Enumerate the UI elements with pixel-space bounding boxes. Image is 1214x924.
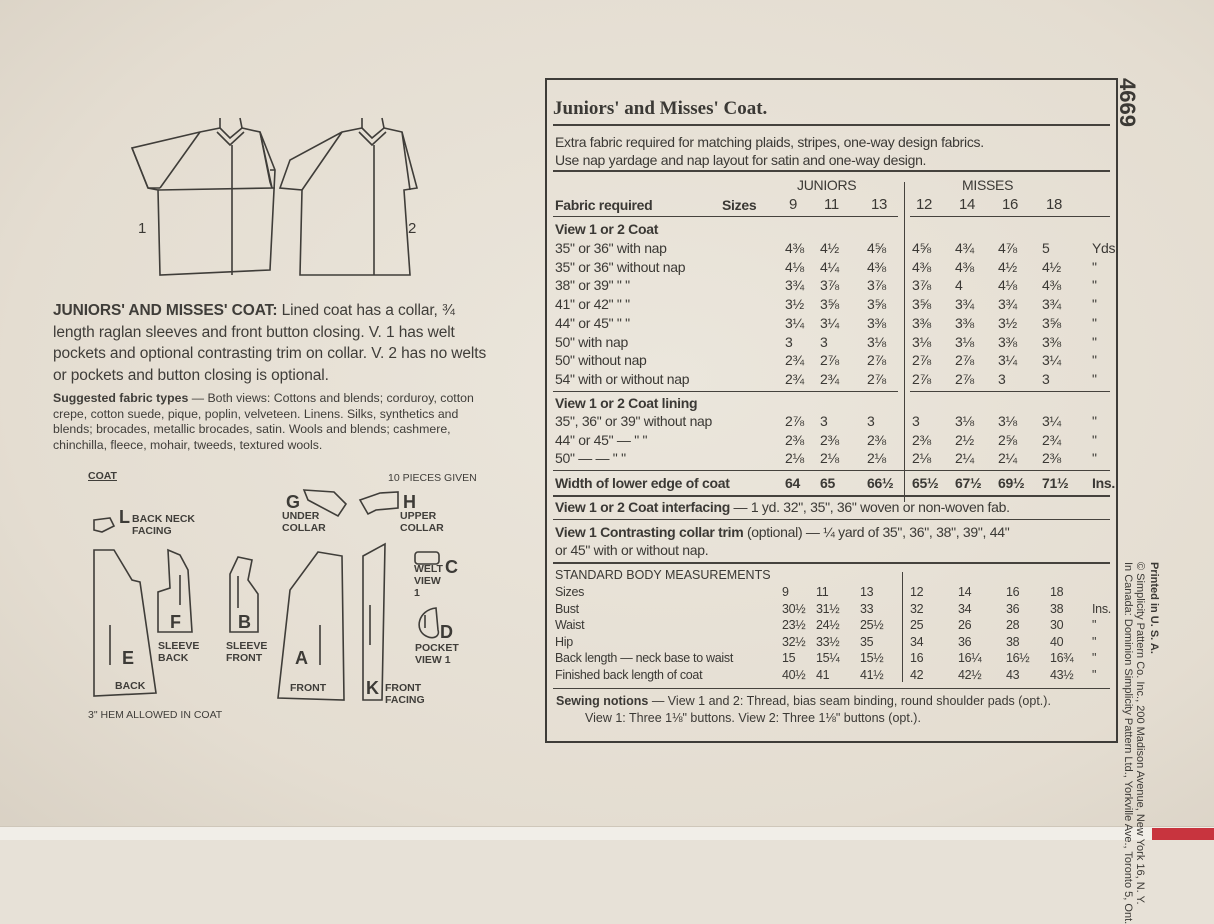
divider: [553, 216, 898, 217]
value-cell: 3⅞: [867, 277, 886, 294]
value-cell: 65½: [912, 475, 939, 491]
piece-name-d: POCKET VIEW 1: [415, 642, 459, 666]
value-cell: 3⅜: [998, 333, 1017, 350]
divider: [553, 470, 1110, 471]
row-label: Hip: [555, 634, 573, 649]
value-cell: 4⅞: [998, 240, 1017, 256]
juniors-misses-divider: [904, 182, 905, 502]
row-label: 44" or 45" " ": [555, 314, 630, 331]
value-cell: 32½: [782, 634, 806, 649]
value-cell: 4⅜: [955, 258, 974, 275]
value-cell: 4½: [820, 240, 839, 256]
value-cell: 25½: [860, 618, 884, 633]
notions-heading: Sewing notions: [556, 694, 649, 708]
piece-name-a: FRONT: [290, 682, 327, 694]
row-label: Sizes: [555, 585, 585, 599]
interfacing-line: [555, 499, 1010, 515]
piece-name-l: BACK NECK FACING: [132, 513, 195, 537]
value-cell: 40: [1050, 634, 1064, 649]
value-cell: 3¾: [785, 277, 804, 294]
view-1-label: 1: [138, 220, 147, 237]
value-cell: 14: [958, 585, 972, 599]
value-cell: 3¾: [955, 296, 974, 313]
hem-note: 3" HEM ALLOWED IN COAT: [88, 709, 223, 721]
piece-letter-l: L: [119, 507, 130, 527]
pattern-description: [53, 300, 493, 386]
value-cell: 9: [782, 585, 789, 599]
chart-note-2: Use nap yardage and nap layout for satin and one-way design.: [555, 152, 927, 168]
value-cell: 4½: [998, 258, 1017, 275]
row-label: 35" or 36" with nap: [555, 240, 667, 256]
value-cell: 3⅛: [998, 413, 1017, 429]
value-cell: 16¾: [1050, 651, 1074, 666]
piece-k-shape: [363, 544, 385, 700]
row-label: 35" or 36" without nap: [555, 258, 686, 275]
value-cell: 3⅛: [955, 333, 974, 350]
divider: [553, 124, 1110, 126]
unit-cell: ": [1092, 668, 1097, 682]
unit-cell: Ins.: [1092, 601, 1111, 616]
value-cell: 33½: [816, 634, 840, 649]
value-cell: 67½: [955, 475, 982, 491]
value-cell: 26: [958, 618, 972, 633]
value-cell: 35: [860, 634, 874, 649]
unit-cell: ": [1092, 431, 1097, 448]
value-cell: 31½: [816, 601, 840, 616]
value-cell: 2⅜: [912, 431, 931, 448]
row-label: Width of lower edge of coat: [555, 475, 730, 491]
notions-text-2: View 1: Three 1⅛" buttons. View 2: Three 1⅛" buttons (opt.).: [585, 711, 921, 725]
value-cell: 3¾: [998, 296, 1017, 313]
value-cell: 18: [1050, 585, 1064, 599]
value-cell: 3: [912, 413, 920, 429]
value-cell: 15½: [860, 651, 884, 666]
value-cell: 16½: [1006, 651, 1030, 666]
value-cell: 3⅝: [820, 296, 839, 313]
unit-cell: ": [1092, 352, 1097, 369]
value-cell: 3⅜: [1042, 333, 1061, 350]
piece-letter-g: G: [286, 492, 301, 512]
value-cell: 3⅛: [955, 413, 974, 429]
row-label: 50" without nap: [555, 352, 647, 369]
red-tag: [1152, 828, 1214, 840]
value-cell: 4⅜: [785, 240, 804, 256]
imprint-canada: In Canada: Dominion Simplicity Pattern Ltd., Yorkville Ave., Toronto 5, Ont.: [1122, 562, 1134, 924]
unit-cell: ": [1092, 370, 1097, 387]
piece-name-b: SLEEVE FRONT: [226, 640, 268, 664]
value-cell: 41½: [860, 668, 884, 682]
value-cell: 2⅞: [785, 413, 804, 429]
value-cell: 4⅝: [867, 240, 886, 256]
value-cell: 15¼: [816, 651, 840, 666]
pattern-number: 4669: [1115, 78, 1140, 127]
value-cell: 38: [1050, 601, 1064, 616]
coat-view-1-illustration: [132, 118, 275, 275]
value-cell: 16¼: [958, 651, 982, 666]
value-cell: 4: [955, 277, 963, 294]
value-cell: 2⅞: [912, 370, 931, 387]
value-cell: 66½: [867, 475, 894, 491]
row-label: 41" or 42" " ": [555, 296, 630, 313]
value-cell: 38: [1006, 634, 1020, 649]
fabric-required-label: Fabric required: [555, 197, 653, 213]
notions-text: — View 1 and 2: Thread, bias seam binding, round shoulder pads (opt.).: [648, 694, 1051, 708]
chart-top-border: [545, 78, 1118, 80]
row-label: Finished back length of coat: [555, 668, 703, 682]
value-cell: 2⅞: [955, 370, 974, 387]
body-divider: [902, 572, 903, 682]
divider: [910, 391, 1110, 392]
view-sketches: [120, 70, 440, 285]
value-cell: 71½: [1042, 475, 1069, 491]
value-cell: 2½: [955, 431, 974, 448]
value-cell: 3¼: [820, 314, 839, 331]
body-measurements-heading: STANDARD BODY MEASUREMENTS: [555, 568, 771, 582]
value-cell: 24½: [816, 618, 840, 633]
value-cell: 4⅜: [867, 258, 886, 275]
collar-trim-text: (optional) — ¼ yard of 35", 36", 38", 39", 44": [743, 524, 1010, 540]
value-cell: 34: [910, 634, 924, 649]
divider: [553, 519, 1110, 520]
value-cell: 43: [1006, 668, 1020, 682]
divider: [910, 216, 1110, 217]
value-cell: 25: [910, 618, 924, 633]
divider: [553, 391, 898, 392]
value-cell: 2¼: [998, 450, 1017, 466]
value-cell: 28: [1006, 618, 1020, 633]
pieces-count: 10 PIECES GIVEN: [388, 472, 477, 484]
value-cell: 3½: [785, 296, 804, 313]
imprint-printed: Printed in U. S. A.: [1148, 562, 1160, 654]
piece-letter-d: D: [440, 622, 453, 642]
piece-e-shape: [94, 550, 156, 696]
value-cell: 2⅝: [998, 431, 1017, 448]
coat-view-2-illustration: [280, 118, 417, 275]
piece-letter-a: A: [295, 648, 308, 668]
value-cell: 2¾: [820, 370, 839, 387]
row-label: Bust: [555, 601, 579, 616]
chart-note-1: Extra fabric required for matching plaids, stripes, one-way design fabrics.: [555, 134, 984, 150]
collar-trim-line: [555, 524, 1009, 540]
piece-name-h: UPPER COLLAR: [400, 510, 444, 534]
value-cell: 3⅝: [912, 296, 931, 313]
misses-heading: MISSES: [962, 177, 1014, 193]
value-cell: 18: [1046, 196, 1063, 213]
value-cell: 3⅞: [820, 277, 839, 294]
piece-letter-k: K: [366, 678, 379, 698]
row-label: 54" with or without nap: [555, 370, 690, 387]
piece-a-shape: [278, 552, 344, 700]
unit-cell: Ins.: [1092, 475, 1115, 491]
value-cell: 16: [1002, 196, 1019, 213]
value-cell: 2⅞: [867, 352, 886, 369]
fabric-types: [53, 391, 493, 453]
value-cell: 5: [1042, 240, 1050, 256]
value-cell: 3¼: [998, 352, 1017, 369]
value-cell: 3⅝: [1042, 314, 1061, 331]
row-label: 44" or 45" — " ": [555, 431, 648, 448]
value-cell: 33: [860, 601, 874, 616]
piece-name-e: BACK: [115, 680, 146, 692]
pieces-title: COAT: [88, 470, 117, 482]
value-cell: 42½: [958, 668, 982, 682]
unit-cell: Yds.: [1092, 240, 1119, 256]
value-cell: 69½: [998, 475, 1025, 491]
value-cell: 15: [782, 651, 796, 666]
unit-cell: ": [1092, 634, 1097, 649]
value-cell: 13: [860, 585, 874, 599]
piece-letter-f: F: [170, 612, 181, 632]
lining-heading: View 1 or 2 Coat lining: [555, 395, 698, 411]
value-cell: 2⅛: [912, 450, 931, 466]
coat-heading: View 1 or 2 Coat: [555, 221, 659, 237]
value-cell: 4⅛: [998, 277, 1017, 294]
value-cell: 9: [789, 196, 798, 213]
divider: [553, 495, 1110, 497]
interfacing-text: — 1 yd. 32", 35", 36" woven or non-woven fab.: [729, 499, 1010, 515]
value-cell: 3¾: [1042, 296, 1061, 313]
value-cell: 3⅛: [912, 333, 931, 350]
unit-cell: ": [1092, 277, 1097, 294]
unit-cell: ": [1092, 258, 1097, 275]
value-cell: 3⅜: [912, 314, 931, 331]
notions-line: [556, 694, 1051, 708]
value-cell: 2⅜: [1042, 450, 1061, 466]
value-cell: 30: [1050, 618, 1064, 633]
juniors-heading: JUNIORS: [797, 177, 857, 193]
view-2-label: 2: [408, 220, 417, 237]
value-cell: 3: [998, 370, 1006, 387]
row-label: 38" or 39" " ": [555, 277, 630, 294]
value-cell: 2⅞: [867, 370, 886, 387]
value-cell: 4⅜: [1042, 277, 1061, 294]
value-cell: 3¼: [785, 314, 804, 331]
piece-letter-e: E: [122, 648, 135, 668]
fabric-types-heading: Suggested fabric types: [53, 391, 189, 405]
value-cell: 36: [958, 634, 972, 649]
value-cell: 3½: [998, 314, 1017, 331]
value-cell: 64: [785, 475, 800, 491]
unit-cell: ": [1092, 450, 1097, 466]
value-cell: 2¾: [1042, 431, 1061, 448]
value-cell: 2⅜: [820, 431, 839, 448]
piece-name-k: FRONT FACING: [385, 682, 425, 706]
value-cell: 4¾: [955, 240, 974, 256]
description-heading: JUNIORS' AND MISSES' COAT:: [53, 302, 278, 319]
collar-trim-text-2: or 45" with or without nap.: [555, 542, 709, 558]
interfacing-heading: View 1 or 2 Coat interfacing: [555, 499, 730, 515]
value-cell: 12: [916, 196, 933, 213]
value-cell: 2⅞: [912, 352, 931, 369]
unit-cell: ": [1092, 651, 1097, 666]
value-cell: 14: [959, 196, 976, 213]
divider: [553, 562, 1110, 564]
value-cell: 36: [1006, 601, 1020, 616]
row-label: 35", 36" or 39" without nap: [555, 413, 713, 429]
value-cell: 3: [867, 413, 875, 429]
piece-l-shape: [94, 518, 114, 532]
row-label: 50" — — " ": [555, 450, 626, 466]
value-cell: 2⅛: [785, 450, 804, 466]
value-cell: 34: [958, 601, 972, 616]
value-cell: 3: [785, 333, 793, 350]
value-cell: 3⅞: [912, 277, 931, 294]
value-cell: 16: [910, 651, 924, 666]
row-label: Back length — neck base to waist: [555, 651, 733, 666]
value-cell: 3⅝: [867, 296, 886, 313]
row-label: Waist: [555, 618, 585, 633]
unit-cell: ": [1092, 333, 1097, 350]
piece-letter-h: H: [403, 492, 416, 512]
value-cell: 3⅜: [867, 314, 886, 331]
piece-letter-b: B: [238, 612, 251, 632]
value-cell: 41: [816, 668, 830, 682]
piece-name-f: SLEEVE BACK: [158, 640, 200, 664]
value-cell: 40½: [782, 668, 806, 682]
value-cell: 11: [816, 585, 829, 599]
value-cell: 4⅝: [912, 240, 931, 256]
chart-title: Juniors' and Misses' Coat.: [553, 98, 768, 119]
unit-cell: ": [1092, 314, 1097, 331]
value-cell: 2¼: [955, 450, 974, 466]
value-cell: 3⅛: [867, 333, 886, 350]
value-cell: 30½: [782, 601, 806, 616]
imprint-copyright: © Simplicity Pattern Co. Inc., 200 Madison Avenue, New York 16, N. Y.: [1134, 562, 1146, 905]
value-cell: 32: [910, 601, 924, 616]
value-cell: 11: [824, 196, 839, 213]
description-body: Lined coat has a collar, ¾ length raglan sleeves and front button closing. V. 1 has welt pockets and optional contrasting trim on collar. V. 2 has no welts or pockets and button closing is optional.: [53, 302, 487, 384]
value-cell: 42: [910, 668, 924, 682]
value-cell: 3: [820, 333, 828, 350]
piece-d-shape: [419, 608, 438, 638]
value-cell: 4¼: [820, 258, 839, 275]
value-cell: 3¼: [1042, 352, 1061, 369]
value-cell: 2⅞: [955, 352, 974, 369]
value-cell: 13: [871, 196, 888, 213]
value-cell: 2⅜: [867, 431, 886, 448]
value-cell: 2⅞: [820, 352, 839, 369]
collar-trim-heading: View 1 Contrasting collar trim: [555, 524, 744, 540]
value-cell: 3⅜: [955, 314, 974, 331]
piece-name-c: WELT VIEW 1: [414, 563, 443, 599]
value-cell: 65: [820, 475, 835, 491]
unit-cell: ": [1092, 296, 1097, 313]
divider: [553, 688, 1110, 689]
sizes-label: Sizes: [722, 197, 757, 213]
value-cell: 4⅜: [912, 258, 931, 275]
piece-name-g: UNDER COLLAR: [282, 510, 326, 534]
value-cell: 4½: [1042, 258, 1061, 275]
piece-h-shape: [360, 492, 398, 514]
value-cell: 2⅛: [867, 450, 886, 466]
unit-cell: ": [1092, 413, 1097, 429]
envelope-edge: [0, 826, 1214, 840]
value-cell: 23½: [782, 618, 806, 633]
row-label: 50" with nap: [555, 333, 628, 350]
value-cell: 3¼: [1042, 413, 1061, 429]
value-cell: 16: [1006, 585, 1020, 599]
piece-letter-c: C: [445, 557, 458, 577]
value-cell: 3: [820, 413, 828, 429]
value-cell: 4⅛: [785, 258, 804, 275]
value-cell: 2⅛: [820, 450, 839, 466]
value-cell: 43½: [1050, 668, 1074, 682]
value-cell: 2¾: [785, 352, 804, 369]
value-cell: 3: [1042, 370, 1050, 387]
divider: [553, 170, 1110, 172]
value-cell: 12: [910, 585, 924, 599]
fabric-types-body: — Both views: Cottons and blends; corduroy, cotton crepe, cotton suede, pique, poplin, velveteen. Linens. Silks, synthetics and blends; brocades, metallic brocades, satin. Wools and blends; cashmere, chinchilla, fleece, mohair, tweeds, textured wools.: [53, 391, 474, 452]
value-cell: 2⅜: [785, 431, 804, 448]
value-cell: 2¾: [785, 370, 804, 387]
unit-cell: ": [1092, 618, 1097, 633]
